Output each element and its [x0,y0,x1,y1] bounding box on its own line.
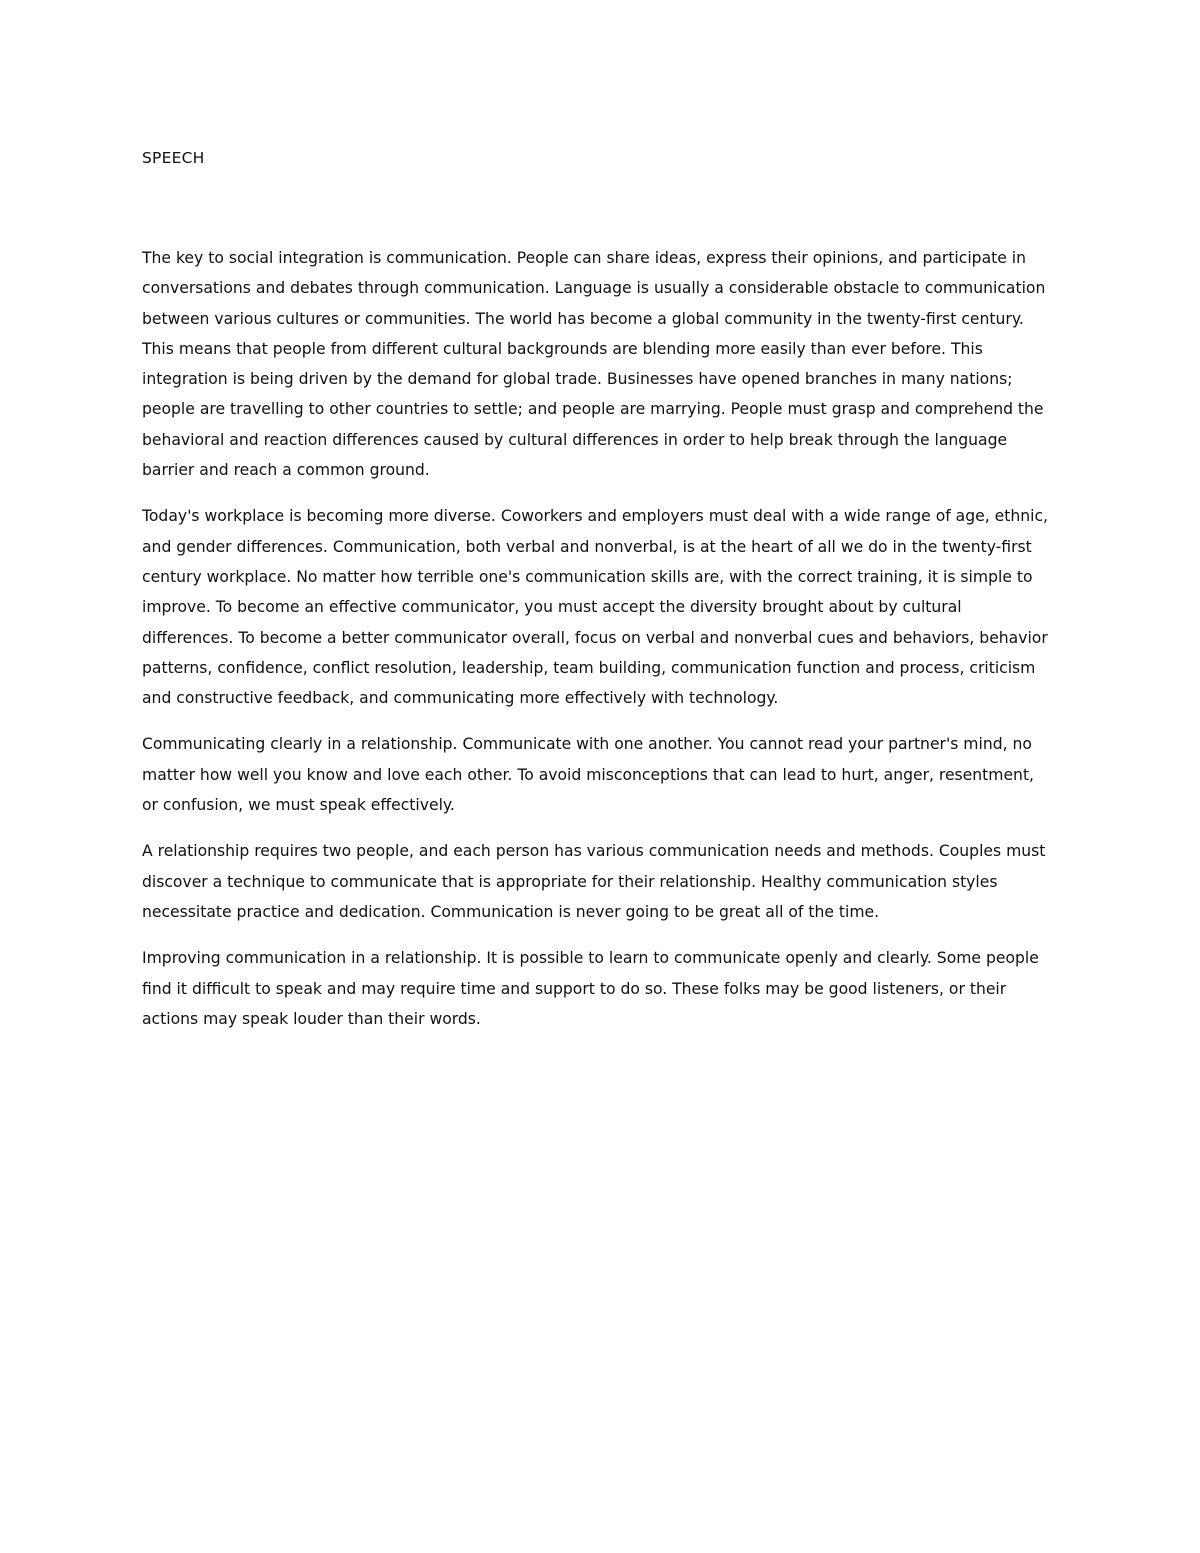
paragraph-3: Communicating clearly in a relationship. Communicate with one another. You cannot read your partner's mind, no matter how well you know and love each other. To avoid misconceptions that can lead to hurt, anger, resentment, or confusion, we must speak effectively. [142,735,1035,815]
document-body [142,243,1050,1034]
paragraph-1: The key to social integration is communication. People can share ideas, express their opinions, and participate in conversations and debates through communication. Language is usually a considerable obstacle to communication between various cultures or communities. The world has become a global community in the twenty-first century. This means that people from different cultural backgrounds are blending more easily than ever before. This integration is being driven by the demand for global trade. Businesses have opened branches in many nations; people are travelling to other countries to settle; and people are marrying. People must grasp and comprehend the behavioral and reaction differences caused by cultural differences in order to help break through the language barrier and reach a common ground. [142,249,1046,480]
paragraph-4: A relationship requires two people, and each person has various communication needs and methods. Couples must discover a technique to communicate that is appropriate for their relationship. Healthy communication styles necessitate practice and dedication. Communication is never going to be great all of the time. [142,842,1046,921]
document-title: SPEECH [142,149,205,167]
paragraph-2: Today's workplace is becoming more diverse. Coworkers and employers must deal with a wide range of age, ethnic, and gender differences. Communication, both verbal and nonverbal, is at the heart of all we do in the twenty-first century workplace. No matter how terrible one's communication skills are, with the correct training, it is simple to improve. To become an effective communicator, you must accept the diversity brought about by cultural differences. To become a better communicator overall, focus on verbal and nonverbal cues and behaviors, behavior patterns, confidence, conflict resolution, leadership, team building, communication function and process, criticism and constructive feedback, and communicating more effectively with technology. [142,507,1048,708]
paragraph-5: Improving communication in a relationship. It is possible to learn to communicate openly and clearly. Some people find it difficult to speak and may require time and support to do so. These folks may be good listeners, or their actions may speak louder than their words. [142,949,1039,1028]
